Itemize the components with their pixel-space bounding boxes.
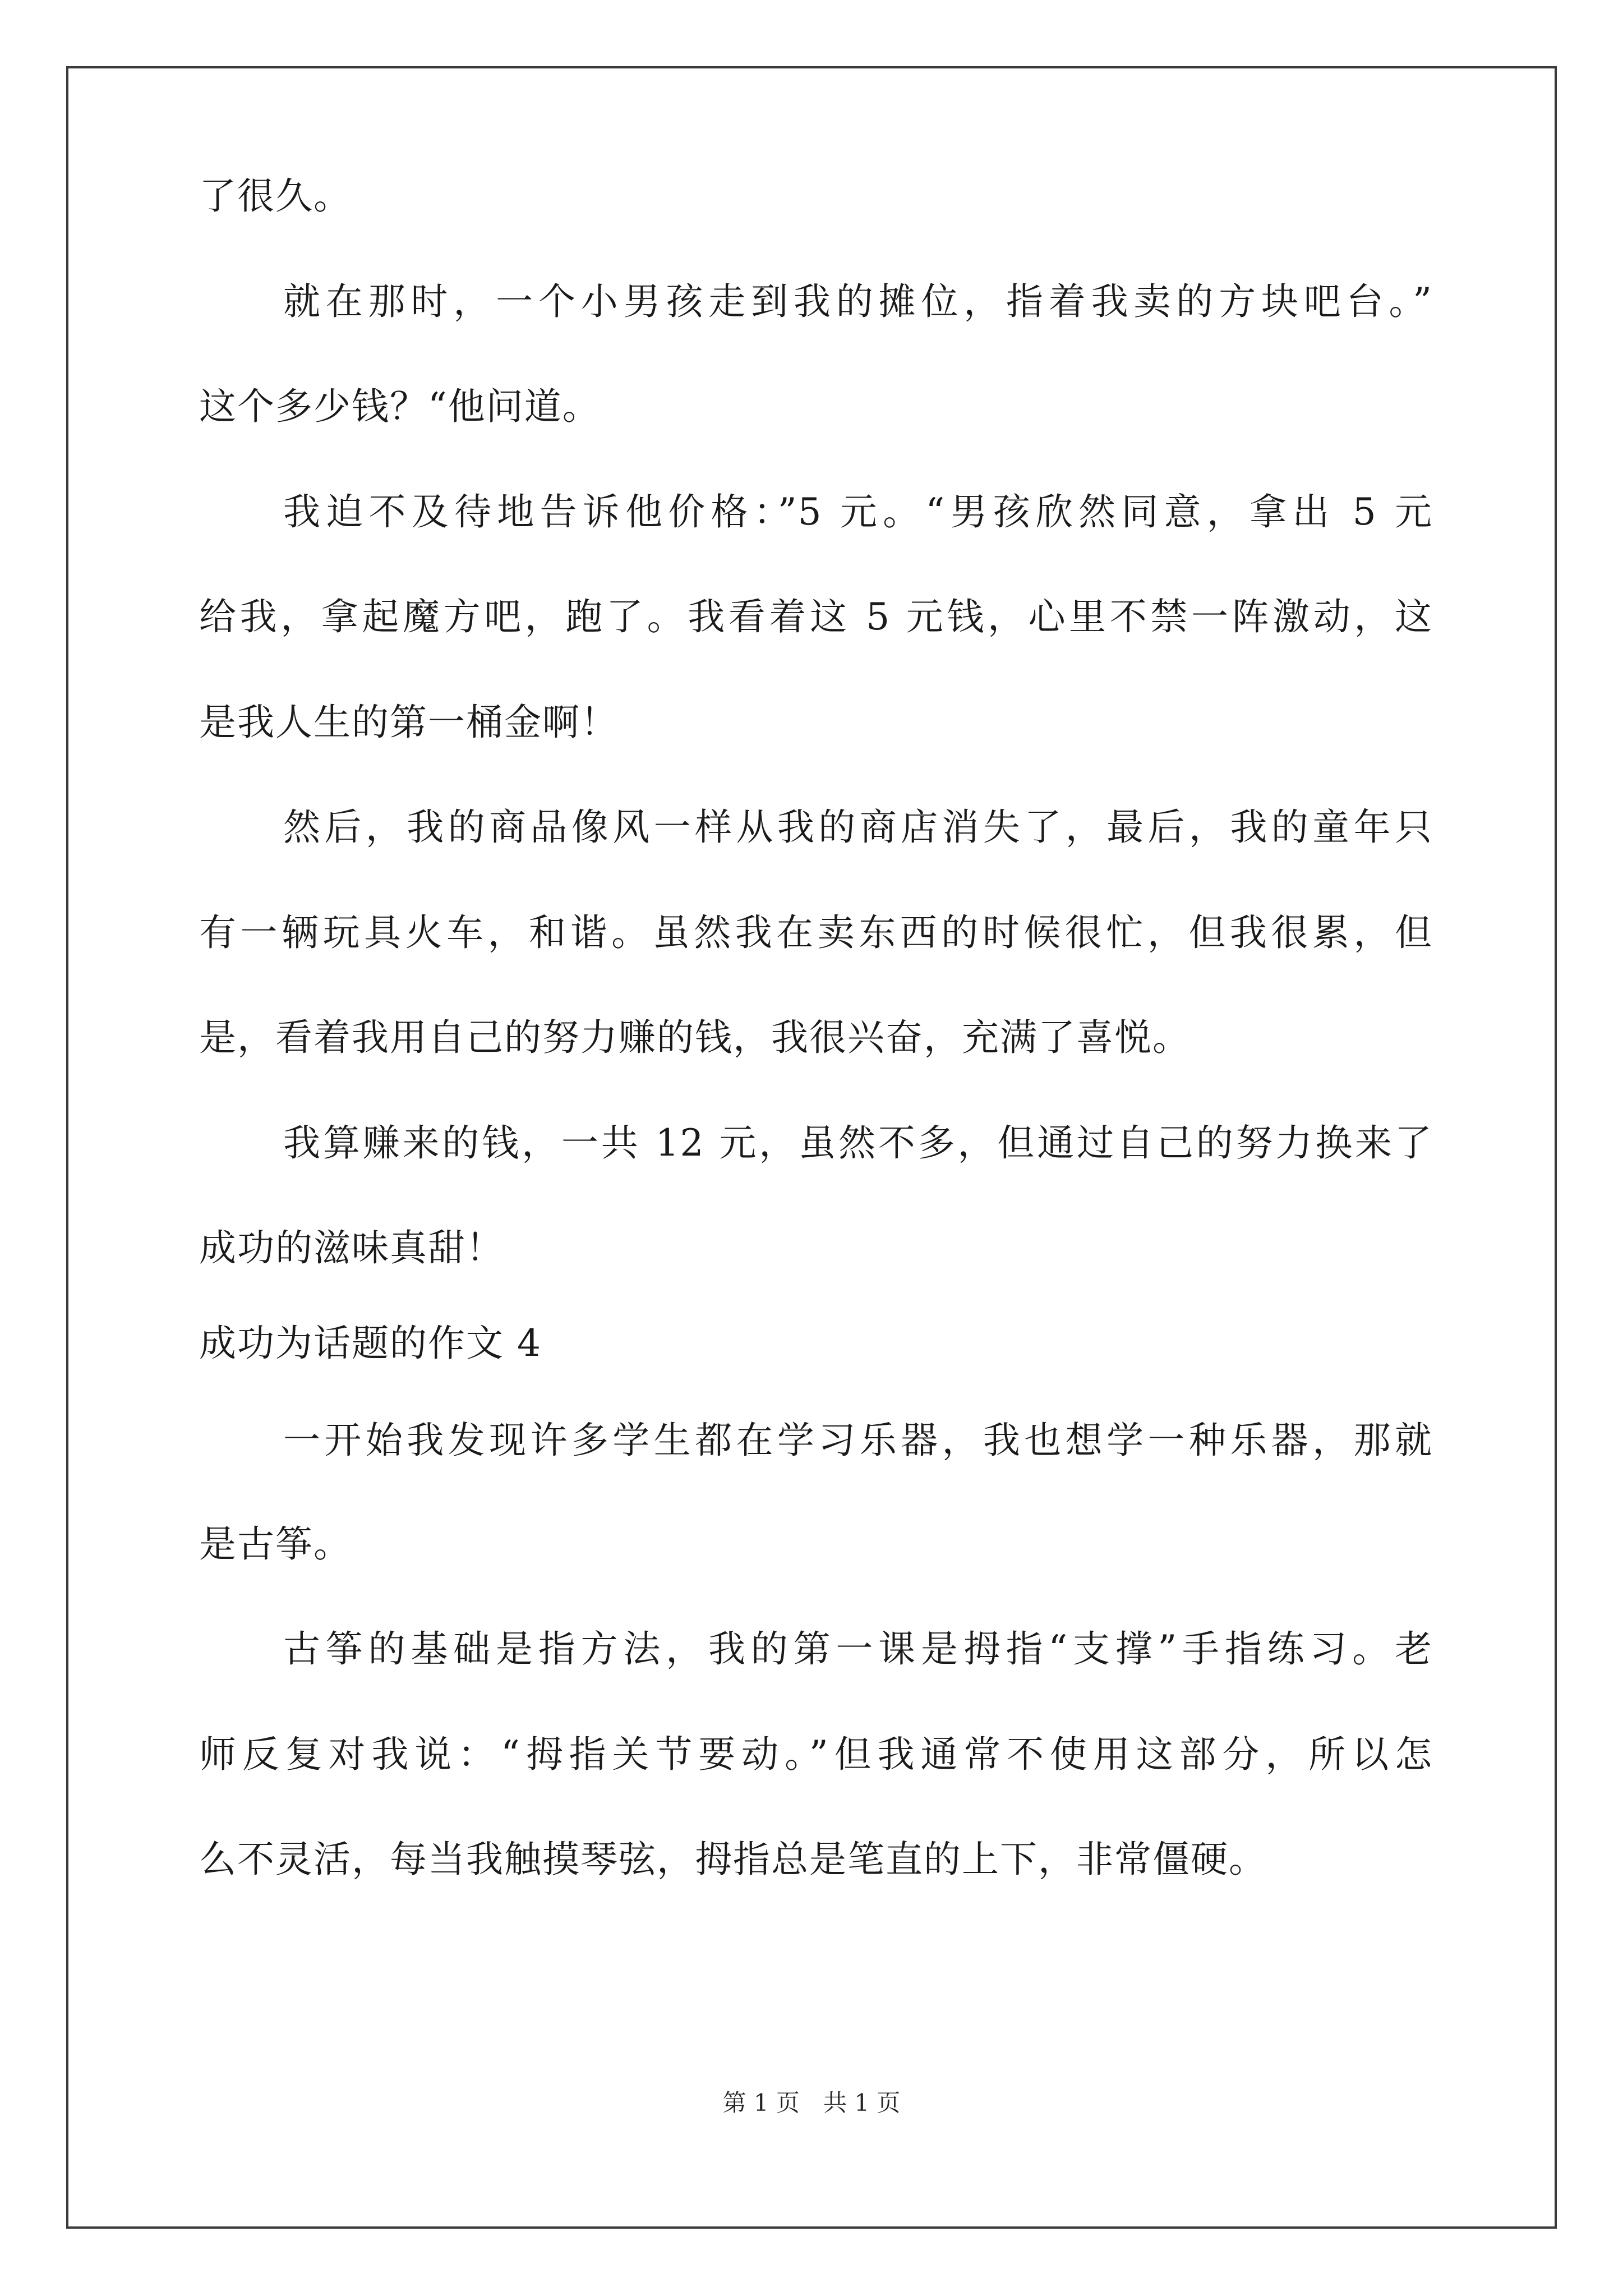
text-line: 我算赚来的钱，一共 12 元，虽然不多，但通过自己的努力换来了	[283, 1121, 1433, 1165]
text-line: 然后，我的商品像风一样从我的商店消失了，最后，我的童年只	[283, 806, 1433, 849]
text-line: 古筝的基础是指方法，我的第一课是拇指“支撑”手指练习。老	[283, 1627, 1433, 1671]
text-line: 么不灵活，每当我触摸琴弦，拇指总是笔直的上下，非常僵硬。	[199, 1838, 1267, 1881]
text-line: 这个多少钱？“他问道。	[199, 385, 601, 428]
text-line: 是，看着我用自己的努力赚的钱，我很兴奋，充满了喜悦。	[199, 1016, 1191, 1059]
text-line: 有一辆玩具火车，和谐。虽然我在卖东西的时候很忙，但我很累，但	[199, 911, 1433, 954]
text-line: 我迫不及待地告诉他价格：”5 元。“男孩欣然同意，拿出 5 元	[283, 490, 1433, 533]
section-heading: 成功为话题的作文 4	[199, 1322, 542, 1365]
text-line: 给我，拿起魔方吧，跑了。我看着这 5 元钱，心里不禁一阵激动，这	[199, 595, 1433, 638]
text-line: 师反复对我说：“拇指关节要动。”但我通常不使用这部分，所以怎	[199, 1733, 1433, 1776]
text-line: 了很久。	[199, 174, 352, 218]
text-line: 是我人生的第一桶金啊！	[199, 701, 619, 744]
page-footer: 第 1 页 共 1 页	[722, 2089, 901, 2116]
text-line: 就在那时，一个小男孩走到我的摊位，指着我卖的方块吧台。”	[283, 280, 1433, 323]
text-line: 一开始我发现许多学生都在学习乐器，我也想学一种乐器，那就	[283, 1419, 1433, 1462]
text-line: 成功的滋味真甜！	[199, 1226, 504, 1269]
text-line: 是古筝。	[199, 1522, 352, 1566]
